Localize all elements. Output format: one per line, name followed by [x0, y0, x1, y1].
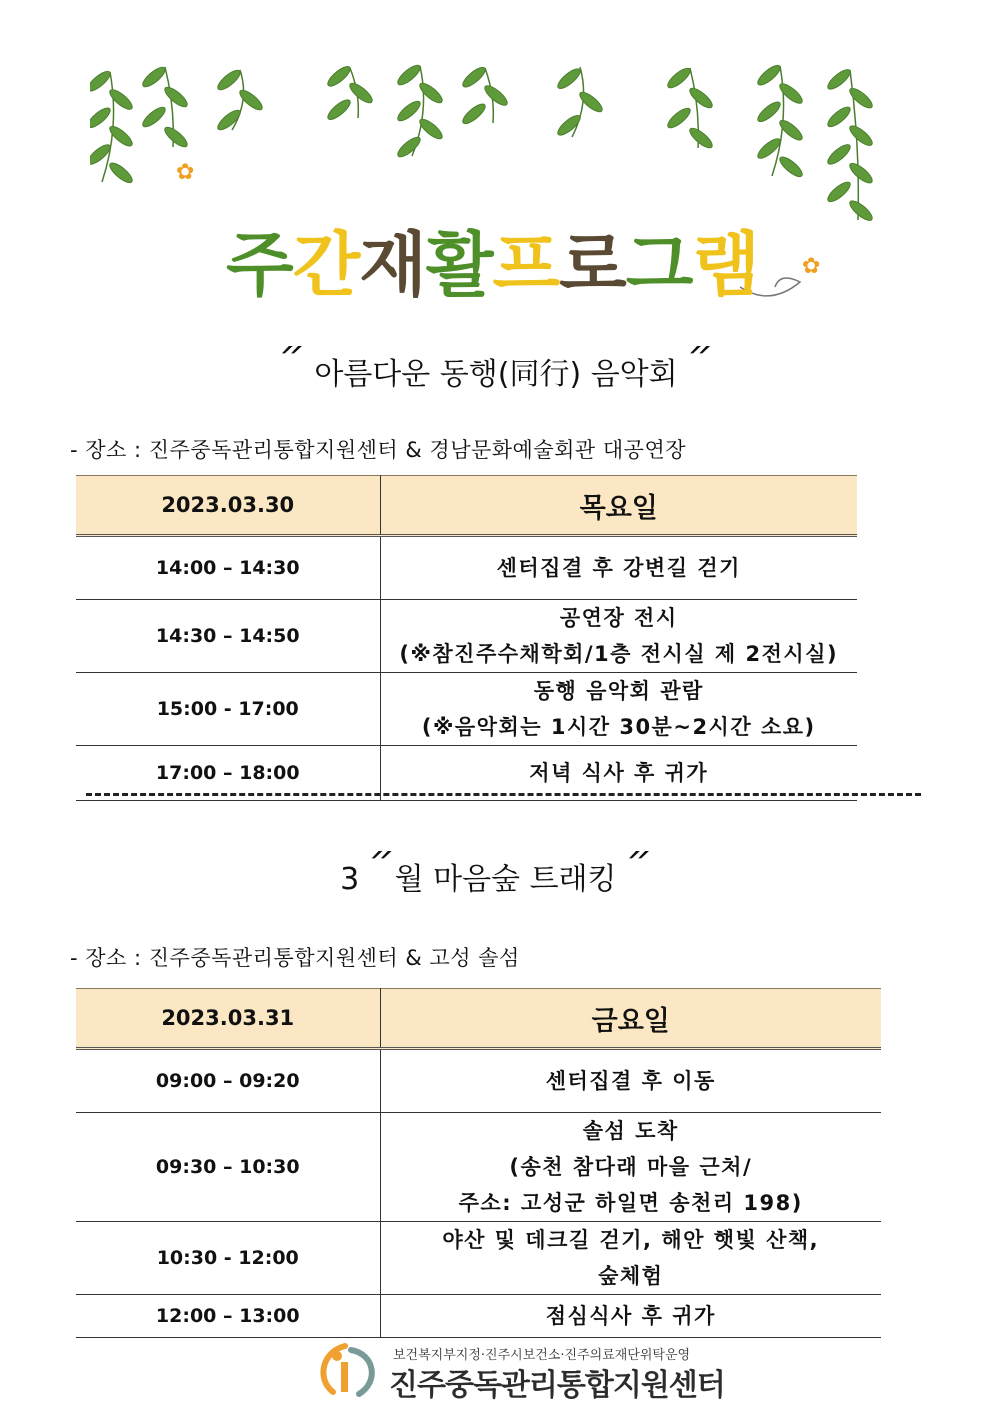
- activity-cell: 센터집결 후 강변길 걷기: [380, 536, 857, 600]
- leaf: [325, 64, 353, 90]
- leaf: [162, 84, 190, 110]
- banner-title-char: 램: [692, 224, 759, 306]
- event1-schedule-table: [76, 475, 857, 801]
- activity-cell: 센터집결 후 이동: [380, 1049, 881, 1113]
- table-row: [76, 536, 857, 600]
- event2-weekday: 금요일: [380, 989, 881, 1049]
- leaf: [755, 62, 783, 88]
- time-cell: 14:00 – 14:30: [76, 536, 380, 600]
- leaf: [777, 154, 805, 180]
- leaf: [825, 179, 853, 205]
- leaf: [825, 67, 853, 93]
- footer-subtitle: 보건복지부지정·진주시보건소·진주의료재단위탁운영: [393, 1348, 691, 1363]
- leaf: [825, 104, 853, 130]
- section-divider: [86, 793, 921, 796]
- leaf: [215, 107, 243, 133]
- time-cell: 15:00 - 17:00: [76, 673, 380, 746]
- leaf: [395, 134, 423, 160]
- leaf: [347, 80, 375, 106]
- table-row: [76, 1049, 881, 1113]
- leaf: [140, 104, 168, 130]
- footer: [315, 1340, 725, 1403]
- banner: [90, 62, 895, 312]
- leaf: [755, 99, 783, 125]
- banner-title-char: 주: [226, 224, 293, 306]
- event2-title: ״ 3월 마음숲 트래킹 ״: [340, 837, 652, 897]
- leaf: [90, 68, 113, 94]
- leaf: [460, 101, 488, 127]
- leaf: [417, 116, 445, 142]
- leaf: [847, 198, 875, 224]
- butterfly-icon: ✿: [176, 160, 195, 185]
- leaf: [665, 105, 693, 131]
- activity-cell: 점심식사 후 귀가: [380, 1295, 881, 1338]
- leaf: [107, 160, 135, 186]
- event2-schedule-table: [76, 988, 881, 1338]
- leaf: [460, 64, 488, 90]
- center-logo-icon: [315, 1340, 385, 1398]
- banner-title-char: 그: [625, 224, 693, 306]
- leaf: [777, 81, 805, 107]
- event1-date: 2023.03.30: [76, 476, 380, 536]
- activity-cell: 야산 및 데크길 걷기, 해안 햇빛 산책, 숲체험: [380, 1222, 881, 1295]
- leaf: [107, 87, 135, 113]
- time-cell: 12:00 – 13:00: [76, 1295, 380, 1338]
- leaf: [140, 64, 168, 90]
- banner-title-char: 로: [559, 224, 626, 306]
- butterfly-icon: ✿: [802, 254, 821, 279]
- leaf: [847, 123, 875, 149]
- leaf: [555, 113, 583, 139]
- activity-cell: 솔섬 도착 (송천 참다래 마을 근처/ 주소: 고성군 하일면 송천리 198): [380, 1113, 881, 1222]
- table-row: [76, 1113, 881, 1222]
- banner-title-char: 간: [292, 224, 360, 306]
- table-row: [76, 673, 857, 746]
- table-row: [76, 600, 857, 673]
- leaf: [825, 142, 853, 168]
- time-cell: 09:30 – 10:30: [76, 1113, 380, 1222]
- leaf: [555, 66, 583, 92]
- banner-title-char: 재: [359, 224, 426, 306]
- event1-location: - 장소 : 진주중독관리통합지원센터 & 경남문화예술회관 대공연장: [70, 438, 687, 462]
- leaf: [215, 67, 243, 93]
- leaf: [847, 85, 875, 111]
- time-cell: 14:30 – 14:50: [76, 600, 380, 673]
- leaf: [665, 65, 693, 91]
- event2-date: 2023.03.31: [76, 989, 380, 1049]
- event2-location: - 장소 : 진주중독관리통합지원센터 & 고성 솔섬: [70, 946, 520, 970]
- activity-cell: 저녁 식사 후 귀가: [380, 746, 857, 801]
- leaf: [687, 125, 715, 151]
- time-cell: 17:00 – 18:00: [76, 746, 380, 801]
- time-cell: 10:30 - 12:00: [76, 1222, 380, 1295]
- leaf: [395, 62, 423, 88]
- event1-title: ״ 아름다운 동행(同行) 음악회 ״: [279, 332, 713, 392]
- activity-cell: 공연장 전시 (※참진주수채학회/1층 전시실 제 2전시실): [380, 600, 857, 673]
- table-row: [76, 1222, 881, 1295]
- banner-title-char: 활: [425, 224, 493, 306]
- leaf: [847, 160, 875, 186]
- leaf: [687, 85, 715, 111]
- time-cell: 09:00 – 09:20: [76, 1049, 380, 1113]
- footer-center-name: 진주중독관리통합지원센터: [389, 1368, 725, 1403]
- leaf: [162, 124, 190, 150]
- leaf: [417, 80, 445, 106]
- activity-cell: 동행 음악회 관람 (※음악회는 1시간 30분~2시간 소요): [380, 673, 857, 746]
- table-row: [76, 1295, 881, 1338]
- banner-title: [90, 224, 895, 306]
- leaf: [325, 97, 353, 123]
- event1-weekday: 목요일: [380, 476, 857, 536]
- banner-title-char: 프: [492, 224, 560, 306]
- leaf: [90, 105, 113, 131]
- leaf: [482, 83, 510, 109]
- leaf: [395, 98, 423, 124]
